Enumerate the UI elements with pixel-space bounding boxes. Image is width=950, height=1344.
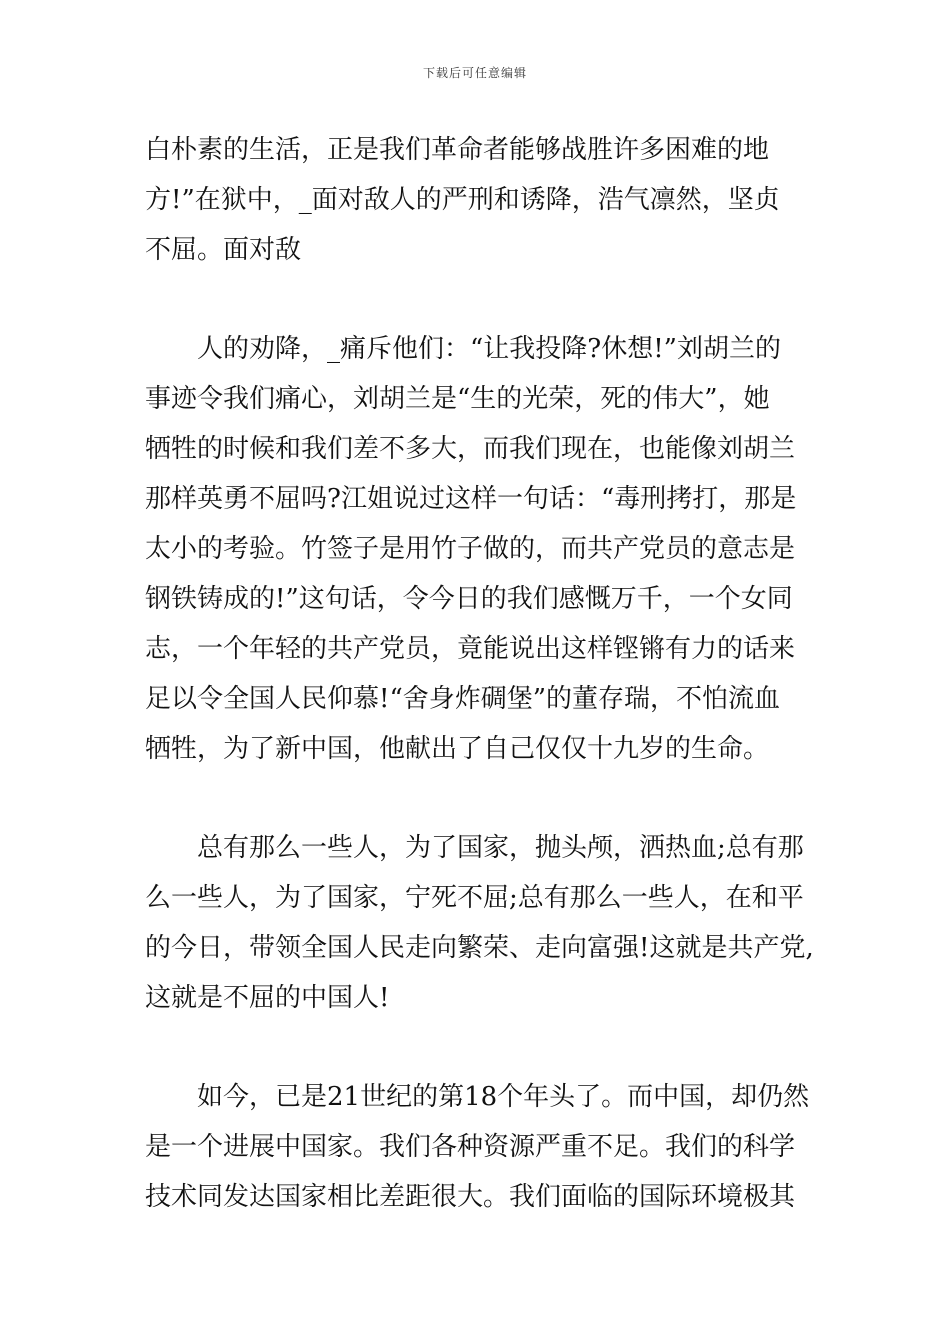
text-line: 太小的考验。竹签子是用竹子做的，而共产党员的意志是 <box>145 534 796 564</box>
text-line: 钢铁铸成的!”这句话，令今日的我们感慨万千，一个女同 <box>145 584 793 614</box>
page-header: 下载后可任意编辑 <box>422 66 527 80</box>
text-line: 人的劝降，_痛斥他们：“让我投降?休想!”刘胡兰的 <box>197 334 781 364</box>
text-line: 的今日，带领全国人民走向繁荣、走向富强!这就是共产党, <box>145 933 814 963</box>
text-line: 事迹令我们痛心，刘胡兰是“生的光荣，死的伟大”，她 <box>145 384 770 414</box>
text-line: 总有那么一些人，为了国家，抛头颅，洒热血;总有那 <box>197 833 804 863</box>
text-line: 那样英勇不屈吗?江姐说过这样一句话：“毒刑拷打，那是 <box>145 484 797 514</box>
text-line: 如今，已是21世纪的第18个年头了。而中国，却仍然 <box>197 1082 810 1112</box>
text-line: 足以令全国人民仰慕!“舍身炸碉堡”的董存瑞，不怕流血 <box>145 684 781 714</box>
text-line: 技术同发达国家相比差距很大。我们面临的国际环境极其 <box>145 1182 796 1212</box>
paragraph-2 <box>145 324 820 774</box>
text-line: 是一个进展中国家。我们各种资源严重不足。我们的科学 <box>145 1132 796 1162</box>
paragraph-3 <box>145 823 820 1023</box>
text-line: 方!”在狱中，_面对敌人的严刑和诱降，浩气凛然，坚贞 <box>145 185 780 215</box>
paragraph-1 <box>145 125 820 275</box>
text-line: 志，一个年轻的共产党员，竟能说出这样铿锵有力的话来 <box>145 634 796 664</box>
text-line: 白朴素的生活，正是我们革命者能够战胜许多困难的地 <box>145 135 770 165</box>
text-line: 不屈。面对敌 <box>145 235 302 265</box>
text-line: 这就是不屈的中国人! <box>145 983 390 1013</box>
text-line: 么一些人，为了国家，宁死不屈;总有那么一些人，在和平 <box>145 883 804 913</box>
text-line: 牺牲，为了新中国，他献出了自己仅仅十九岁的生命。 <box>145 734 770 764</box>
text-line: 牺牲的时候和我们差不多大，而我们现在，也能像刘胡兰 <box>145 434 796 464</box>
paragraph-4 <box>145 1072 820 1222</box>
